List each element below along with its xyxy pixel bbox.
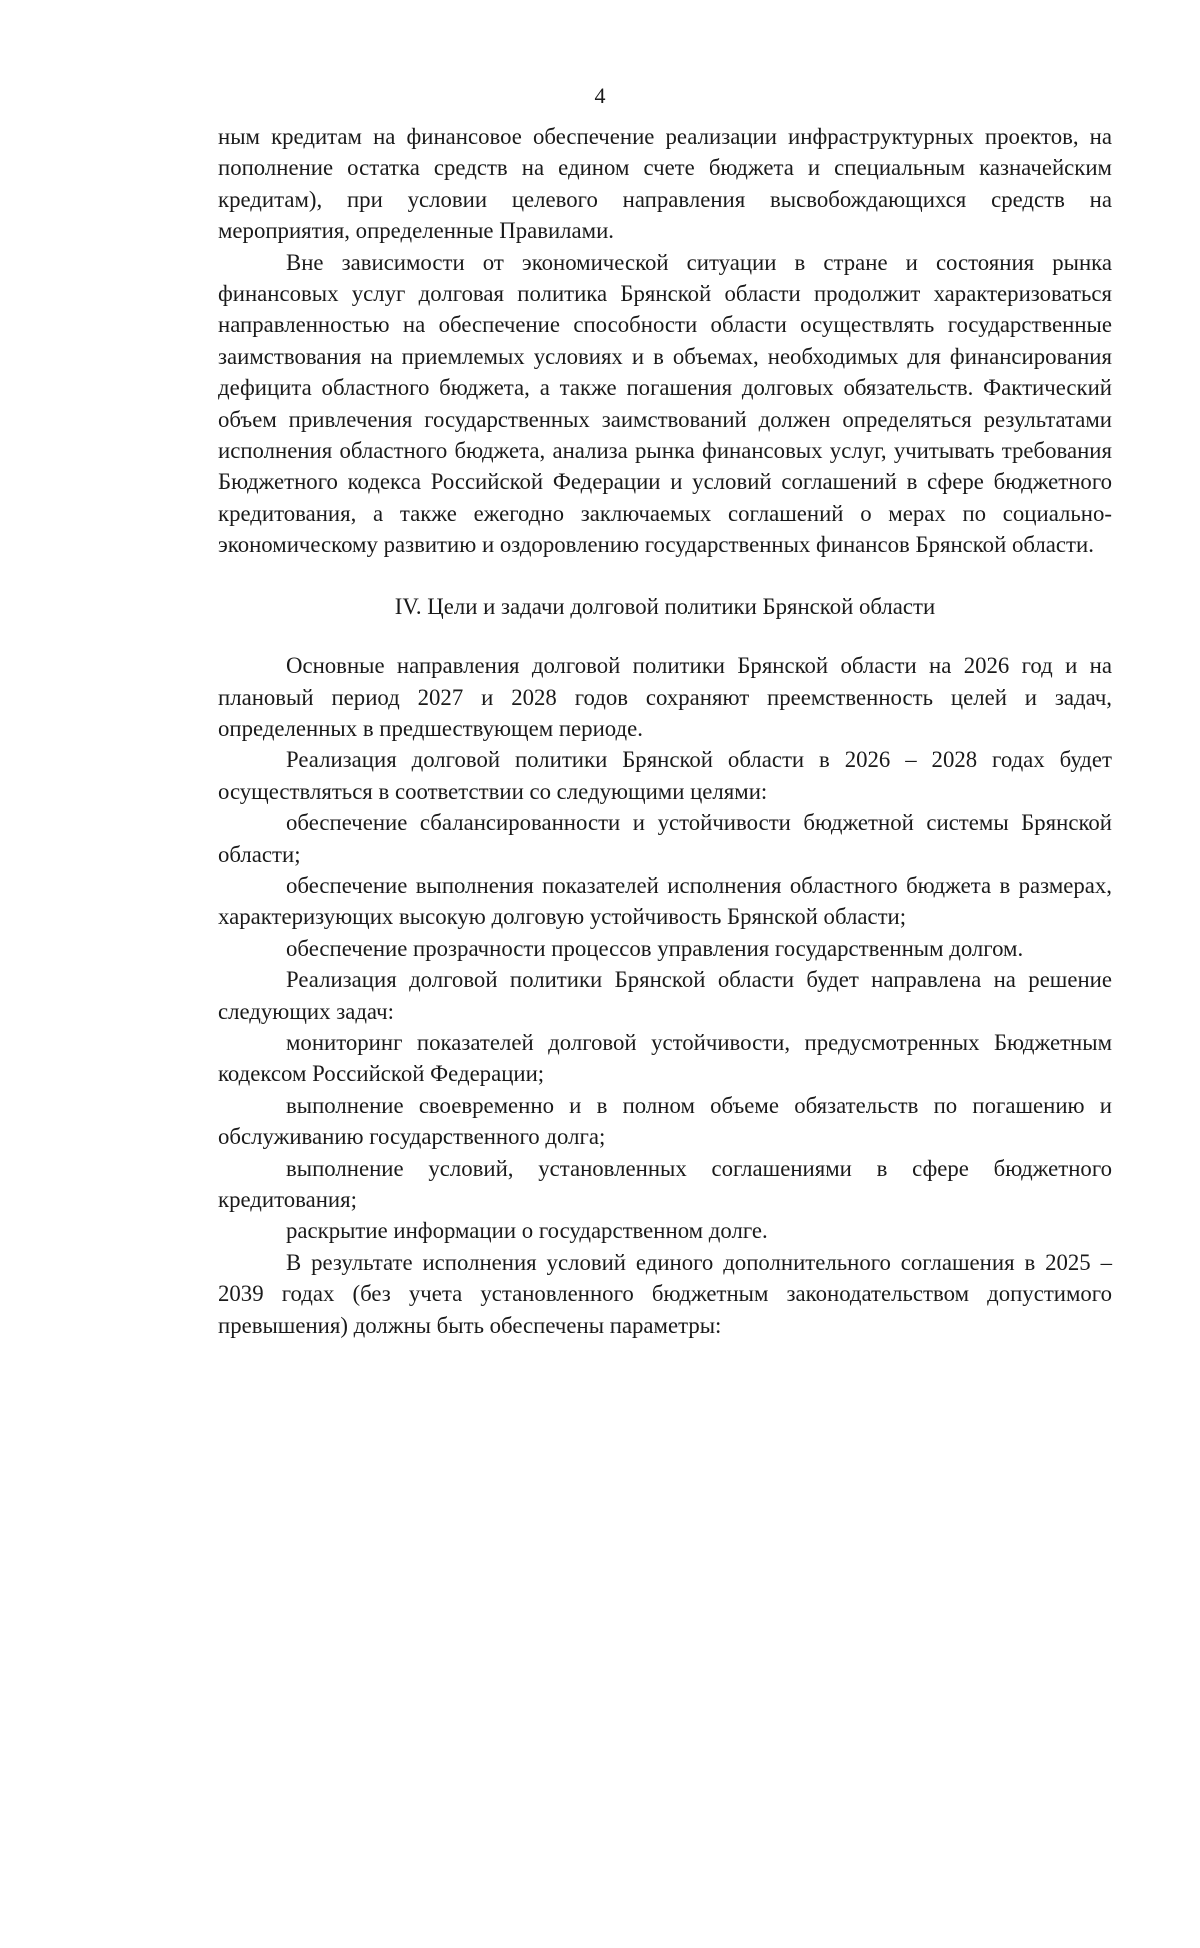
paragraph: Реализация долговой политики Брянской области в 2026 – 2028 годах будет осуществляться в соответствии со следующими целями: xyxy=(218,747,1112,804)
list-item-task: выполнение своевременно и в полном объеме обязательств по погашению и обслуживанию государственного долга; xyxy=(218,1092,1112,1150)
paragraph: Вне зависимости от экономической ситуации в стране и состояния рынка финансовых услуг долговая политика Брянской области продолжит характеризоваться направленностью на обеспечение способности области осуществлять государственные заимствования на приемлемых условиях и в объемах, необходимых для финансирования дефицита областного бюджета, а также погашения долговых обязательств. Фактический объем привлечения государственных заимствований должен определяться результатами исполнения областного бюджета, анализа рынка финансовых услуг, учитывать требования Бюджетного кодекса Российской Федерации и условий соглашений в сфере бюджетного кредитования, а также ежегодно заключаемых соглашений о мерах по социально-экономическому развитию и оздоровлению государственных финансов Брянской области. xyxy=(218,249,1112,558)
paragraph: Реализация долговой политики Брянской области будет направлена на решение следующих задач: xyxy=(218,967,1112,1024)
paragraph-continuation: ным кредитам на финансовое обеспечение реализации инфраструктурных проектов, на пополнение остатка средств на едином счете бюджета и специальным казначейским кредитам), при условии целевого направления высвобождающихся средств на мероприятия, определенные Правилами. xyxy=(218,124,1112,244)
list-item-goal: обеспечение сбалансированности и устойчивости бюджетной системы Брянской области; xyxy=(218,810,1112,867)
list-item-task: выполнение условий, установленных соглашениями в сфере бюджетного кредитования; xyxy=(218,1155,1112,1212)
list-item-goal: обеспечение прозрачности процессов управления государственным долгом. xyxy=(286,935,1024,961)
paragraph: В результате исполнения условий единого дополнительного соглашения в 2025 – 2039 годах (без учета установленного бюджетным законодательством допустимого превышения) должны быть обеспечены параметры: xyxy=(218,1249,1112,1338)
list-item-goal: обеспечение выполнения показателей исполнения областного бюджета в размерах, характеризующих высокую долговую устойчивость Брянской области; xyxy=(218,872,1112,930)
paragraph: Основные направления долговой политики Брянской области на 2026 год и на плановый период 2027 и 2028 годов сохраняют преемственность целей и задач, определенных в предшествующем периоде. xyxy=(218,653,1112,741)
page-number: 4 xyxy=(594,83,606,108)
section-heading: IV. Цели и задачи долговой политики Брянской области xyxy=(394,593,936,619)
list-item-task: мониторинг показателей долговой устойчивости, предусмотренных Бюджетным кодексом Российской Федерации; xyxy=(218,1029,1112,1087)
list-item-task: раскрытие информации о государственном долге. xyxy=(286,1218,768,1244)
document-body xyxy=(218,121,1112,1341)
